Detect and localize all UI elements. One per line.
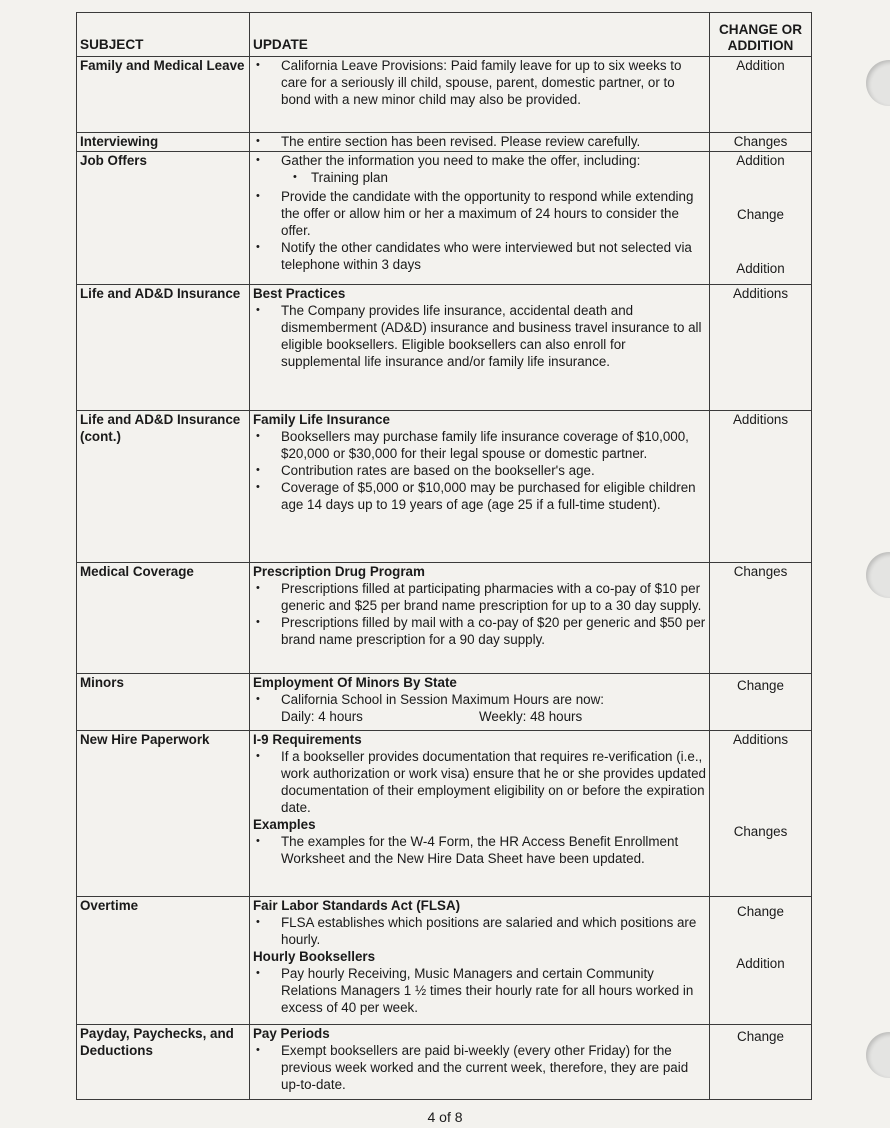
change-label: Additions	[732, 286, 789, 301]
row-update	[250, 897, 710, 1025]
section-heading: Pay Periods	[253, 1026, 330, 1041]
bullet-item: • Prescriptions filled at participating pharmacies with a co-pay of $10 per generic and $25 per brand name prescription for up to a 30 day supply.	[253, 580, 706, 614]
table-row	[77, 411, 812, 563]
row-change	[710, 57, 812, 133]
sub-bullet-item: • Training plan	[253, 169, 706, 186]
row-update	[250, 674, 710, 731]
bullet-item: • Exempt booksellers are paid bi-weekly (every other Friday) for the previous week worked and the current week, therefore, they are paid up-to-date.	[253, 1042, 706, 1093]
header-subject: SUBJECT	[77, 13, 250, 57]
row-subject: Minors	[77, 674, 250, 731]
binder-hole	[866, 60, 890, 106]
daily-hours: Daily: 4 hours	[281, 709, 363, 724]
bullet-item: • Gather the information you need to make the offer, including:	[253, 152, 706, 169]
row-update	[250, 563, 710, 674]
row-subject: Overtime	[77, 897, 250, 1025]
change-label: Change	[737, 207, 784, 222]
section-heading: Employment Of Minors By State	[253, 675, 457, 690]
row-subject: Interviewing	[77, 133, 250, 152]
change-label: Addition	[736, 956, 785, 971]
bullet-item: • Prescriptions filled by mail with a co-pay of $20 per generic and $50 per brand name prescription for a 90 day supply.	[253, 614, 706, 648]
table-row	[77, 152, 812, 285]
bullet-item: • The examples for the W-4 Form, the HR Access Benefit Enrollment Worksheet and the New Hire Data Sheet have been updated.	[253, 833, 706, 867]
table-row	[77, 563, 812, 674]
bullet-item: • California Leave Provisions: Paid family leave for up to six weeks to care for a seriously ill child, spouse, parent, domestic partner, or to bond with a new minor child may also be provided.	[253, 57, 706, 108]
change-label: Changes	[733, 824, 788, 839]
table-row	[77, 674, 812, 731]
row-change	[710, 563, 812, 674]
section-heading: Hourly Booksellers	[253, 949, 376, 964]
section-heading: Family Life Insurance	[253, 412, 390, 427]
table-row	[77, 897, 812, 1025]
table-row	[77, 133, 812, 152]
row-update	[250, 57, 710, 133]
row-change	[710, 897, 812, 1025]
row-change	[710, 133, 812, 152]
section-heading: I-9 Requirements	[253, 732, 362, 747]
section-heading: Best Practices	[253, 286, 346, 301]
bullet-item: • Pay hourly Receiving, Music Managers and certain Community Relations Managers 1 ½ times their hourly rate for all hours worked in excess of 40 per week.	[253, 965, 706, 1016]
bullet-item: • The entire section has been revised. Please review carefully.	[253, 133, 706, 150]
row-change	[710, 731, 812, 897]
change-label: Change	[737, 678, 784, 693]
table-row	[77, 1025, 812, 1100]
row-subject: Payday, Paychecks, and Deductions	[77, 1025, 250, 1100]
bullet-item: • Contribution rates are based on the bookseller's age.	[253, 462, 706, 479]
binder-hole	[866, 1032, 890, 1078]
section-heading: Fair Labor Standards Act (FLSA)	[253, 898, 461, 913]
table-row	[77, 285, 812, 411]
row-subject: Medical Coverage	[77, 563, 250, 674]
binder-hole	[866, 552, 890, 598]
change-label: Changes	[733, 564, 788, 579]
updates-table	[76, 12, 812, 1100]
page-number: 4 of 8	[427, 1109, 463, 1125]
bullet-item: • If a bookseller provides documentation that requires re-verification (i.e., work authorization or work visa) ensure that he or she provides updated documentation of their employment eligibility on or before the expiration date.	[253, 748, 706, 816]
change-label: Change	[737, 1029, 784, 1044]
bullet-item: • Booksellers may purchase family life insurance coverage of $10,000, $20,000 or $30,000 for their legal spouse or domestic partner.	[253, 428, 706, 462]
section-heading: Examples	[253, 817, 316, 832]
change-label: Addition	[736, 261, 785, 276]
bullet-item: • The Company provides life insurance, accidental death and dismemberment (AD&D) insurance and business travel insurance to all eligible booksellers. Eligible booksellers can also enroll for supplemental life insurance and/or family life insurance.	[253, 302, 706, 370]
row-subject: Life and AD&D Insurance (cont.)	[77, 411, 250, 563]
row-update	[250, 133, 710, 152]
header-change-or-addition: CHANGE OR ADDITION	[710, 13, 812, 57]
row-subject: Job Offers	[77, 152, 250, 285]
change-label: Additions	[732, 732, 789, 747]
weekly-hours: Weekly: 48 hours	[479, 709, 583, 724]
change-label: Addition	[736, 58, 785, 73]
row-change	[710, 152, 812, 285]
row-update	[250, 411, 710, 563]
table-row	[77, 57, 812, 133]
change-label: Addition	[736, 153, 785, 168]
change-label: Change	[737, 904, 784, 919]
bullet-item: • FLSA establishes which positions are salaried and which positions are hourly.	[253, 914, 706, 948]
row-subject: Family and Medical Leave	[77, 57, 250, 133]
row-change	[710, 285, 812, 411]
bullet-item: • California School in Session Maximum Hours are now:	[253, 691, 706, 708]
row-update	[250, 1025, 710, 1100]
hours-line	[253, 708, 706, 725]
row-change	[710, 1025, 812, 1100]
row-update	[250, 285, 710, 411]
row-change	[710, 411, 812, 563]
bullet-item: • Provide the candidate with the opportunity to respond while extending the offer or allow him or her a maximum of 24 hours to consider the offer.	[253, 188, 706, 239]
change-label: Additions	[732, 412, 789, 427]
row-update	[250, 731, 710, 897]
row-subject: Life and AD&D Insurance	[77, 285, 250, 411]
section-heading: Prescription Drug Program	[253, 564, 425, 579]
change-label: Changes	[733, 134, 788, 149]
row-change	[710, 674, 812, 731]
row-subject: New Hire Paperwork	[77, 731, 250, 897]
bullet-item: • Notify the other candidates who were interviewed but not selected via telephone within 3 days	[253, 239, 706, 273]
header-update: UPDATE	[250, 13, 710, 57]
row-update	[250, 152, 710, 285]
bullet-item: • Coverage of $5,000 or $10,000 may be purchased for eligible children age 14 days up to 19 years of age (age 25 if a full-time student).	[253, 479, 706, 513]
table-header-row	[77, 13, 812, 57]
table-row	[77, 731, 812, 897]
